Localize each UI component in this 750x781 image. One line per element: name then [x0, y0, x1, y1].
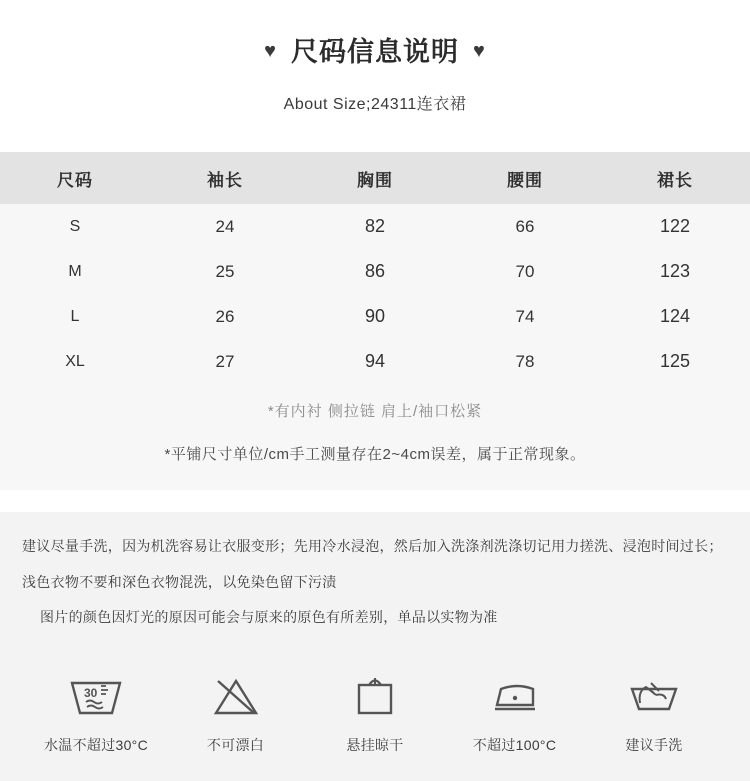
- cell-length: 125: [659, 351, 691, 371]
- column-header-waist: 腰围: [450, 152, 600, 204]
- measurement-note: *平铺尺寸单位/cm手工测量存在2~4cm误差，属于正常现象。: [164, 446, 586, 463]
- care-instructions-text: [0, 512, 750, 649]
- lining-note: *有内衬 侧拉链 肩上/袖口松紧: [267, 403, 483, 420]
- care-icon-item-hang-dry: [315, 667, 435, 755]
- no-bleach-icon: [176, 667, 296, 725]
- cell-waist: 78: [515, 351, 535, 371]
- cell-bust: 82: [364, 216, 386, 236]
- iron-temperature-icon: [455, 667, 575, 725]
- cell-size: XL: [65, 352, 85, 370]
- cell-waist: 70: [515, 261, 535, 281]
- column-header-bust: 胸围: [300, 152, 450, 204]
- table-row: [0, 294, 750, 339]
- cell-length: 124: [659, 306, 691, 326]
- care-icon-item-no-bleach: [176, 667, 296, 755]
- care-line-1: 建议尽量手洗，因为机洗容易让衣服变形；先用冷水浸泡，然后加入洗涤剂洗涤切记用力搓洗、浸泡时间过长；: [22, 538, 723, 554]
- size-table-section: [0, 152, 750, 490]
- column-header-length: 裙长: [600, 152, 750, 204]
- page-header: [0, 0, 750, 114]
- cell-bust: 94: [364, 351, 386, 371]
- table-row: [0, 339, 750, 384]
- cell-bust: 86: [364, 261, 386, 281]
- svg-text:30: 30: [84, 686, 98, 701]
- care-icons-row: [0, 649, 750, 781]
- care-icon-label: 不可漂白: [206, 737, 265, 754]
- cell-sleeve: 24: [215, 216, 235, 236]
- column-header-size: 尺码: [0, 152, 150, 204]
- care-line-3: 图片的颜色因灯光的原因可能会与原来的原色有所差别，单品以实物为准: [40, 609, 498, 626]
- cell-size: M: [68, 262, 82, 280]
- cell-length: 122: [659, 216, 691, 236]
- hand-wash-icon: [594, 667, 714, 725]
- care-icon-label: 悬挂晾干: [346, 737, 404, 754]
- cell-size: L: [70, 307, 80, 325]
- table-row: [0, 204, 750, 249]
- size-table: [0, 152, 750, 384]
- cell-length: 123: [659, 261, 691, 281]
- table-header-row: [0, 152, 750, 204]
- heart-icon-right: ♥: [473, 39, 486, 62]
- wash-temperature-icon: [36, 667, 156, 725]
- care-icon-item-iron-temperature: [455, 667, 575, 755]
- cell-waist: 74: [515, 306, 535, 326]
- page-subtitle: About Size;24311连衣裙: [283, 96, 467, 113]
- page-title: [0, 30, 750, 69]
- cell-sleeve: 26: [215, 306, 235, 326]
- page-title-text: 尺码信息说明: [291, 37, 459, 67]
- care-line-2: 浅色衣物不要和深色衣物混洗，以免染色留下污渍: [22, 573, 337, 590]
- cell-sleeve: 27: [215, 351, 235, 371]
- care-icon-label: 不超过100°C: [472, 737, 557, 754]
- size-table-body: [0, 204, 750, 384]
- cell-bust: 90: [364, 306, 386, 326]
- care-icon-label: 建议手洗: [625, 737, 683, 754]
- size-table-head: [0, 152, 750, 204]
- hang-dry-icon: [315, 667, 435, 725]
- heart-icon-left: ♥: [264, 39, 277, 62]
- cell-sleeve: 25: [215, 261, 235, 281]
- cell-size: S: [69, 217, 81, 235]
- care-icon-label: 水温不超过30°C: [44, 737, 148, 754]
- table-row: [0, 249, 750, 294]
- column-header-sleeve: 袖长: [150, 152, 300, 204]
- cell-waist: 66: [515, 216, 535, 236]
- care-icon-item-wash-temperature: [36, 667, 156, 755]
- care-icon-item-hand-wash: [594, 667, 714, 755]
